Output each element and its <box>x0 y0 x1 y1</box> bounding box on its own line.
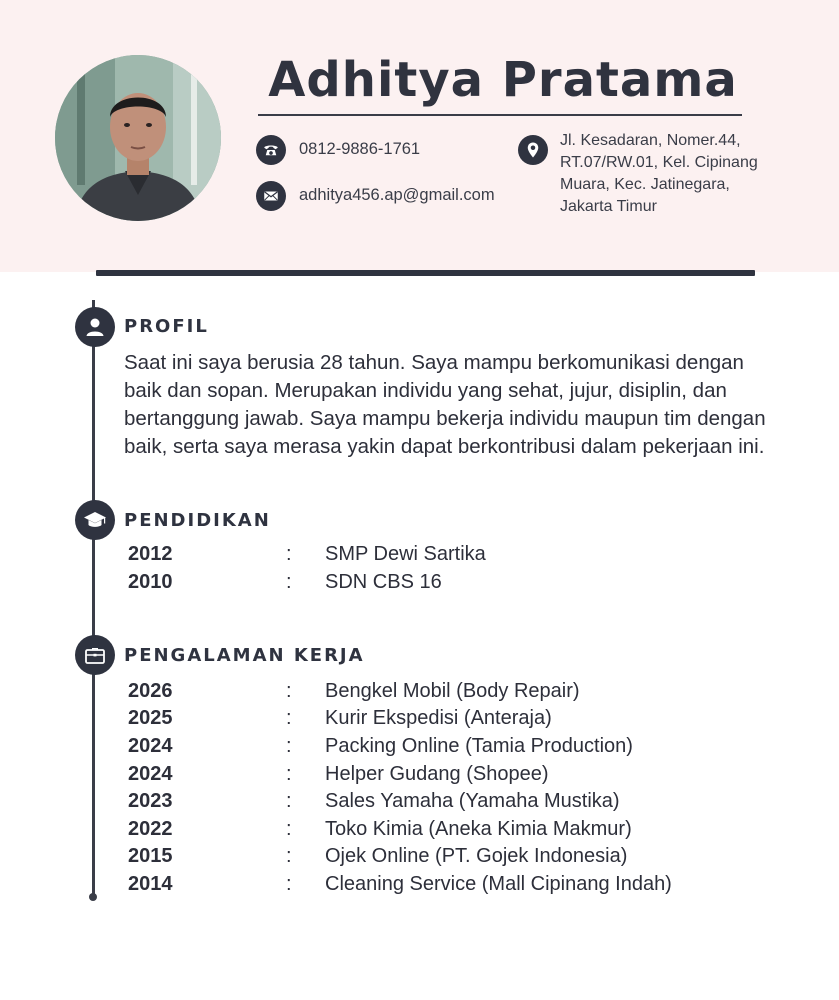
experience-year: 2022 <box>128 818 173 840</box>
profile-photo <box>55 55 221 221</box>
experience-year: 2023 <box>128 790 173 812</box>
email-address: adhitya456.ap@gmail.com <box>299 186 495 204</box>
experience-year: 2025 <box>128 707 173 729</box>
experience-job: Kurir Ekspedisi (Anteraja) <box>325 707 552 729</box>
experience-job: Bengkel Mobil (Body Repair) <box>325 680 580 702</box>
profile-photo-image <box>55 55 221 221</box>
education-year: 2012 <box>128 543 173 565</box>
experience-section-title: PENGALAMAN KERJA <box>124 645 365 666</box>
experience-job: Helper Gudang (Shopee) <box>325 763 549 785</box>
experience-job: Sales Yamaha (Yamaha Mustika) <box>325 790 620 812</box>
experience-separator: : <box>286 680 292 702</box>
profile-summary: Saat ini saya berusia 28 tahun. Saya mampu berkomunikasi dengan baik dan sopan. Merupakan individu yang sehat, jujur, disiplin, dan bertanggung jawab. Saya mampu bekerja individu maupun tim dengan baik, serta saya merasa yakin dapat berkontribusi dalam pekerjaan ini. <box>124 351 766 458</box>
education-separator: : <box>286 543 292 565</box>
briefcase-icon <box>75 635 115 675</box>
experience-separator: : <box>286 845 292 867</box>
education-section-title: PENDIDIKAN <box>124 510 271 531</box>
header-divider <box>96 270 755 276</box>
candidate-name: Adhitya Pratama <box>268 52 738 108</box>
education-separator: : <box>286 571 292 593</box>
experience-separator: : <box>286 873 292 895</box>
experience-job: Ojek Online (PT. Gojek Indonesia) <box>325 845 628 867</box>
envelope-icon <box>256 181 286 211</box>
timeline-line <box>92 300 95 896</box>
experience-year: 2024 <box>128 735 173 757</box>
experience-year: 2014 <box>128 873 173 895</box>
experience-separator: : <box>286 763 292 785</box>
location-pin-icon <box>518 135 548 165</box>
experience-year: 2024 <box>128 763 173 785</box>
experience-job: Cleaning Service (Mall Cipinang Indah) <box>325 873 672 895</box>
experience-separator: : <box>286 707 292 729</box>
phone-icon <box>256 135 286 165</box>
experience-job: Packing Online (Tamia Production) <box>325 735 633 757</box>
name-underline <box>258 114 742 116</box>
phone-number: 0812-9886-1761 <box>299 140 421 158</box>
profile-section-title: PROFIL <box>124 316 209 337</box>
experience-separator: : <box>286 790 292 812</box>
user-icon <box>75 307 115 347</box>
experience-job: Toko Kimia (Aneka Kimia Makmur) <box>325 818 632 840</box>
graduation-cap-icon <box>75 500 115 540</box>
education-year: 2010 <box>128 571 173 593</box>
experience-year: 2026 <box>128 680 173 702</box>
experience-year: 2015 <box>128 845 173 867</box>
experience-separator: : <box>286 735 292 757</box>
education-school: SDN CBS 16 <box>325 571 442 593</box>
home-address: Jl. Kesadaran, Nomer.44, RT.07/RW.01, Kel. Cipinang Muara, Kec. Jatinegara, Jakarta Timur <box>560 132 758 215</box>
education-school: SMP Dewi Sartika <box>325 543 486 565</box>
experience-separator: : <box>286 818 292 840</box>
timeline-end-dot <box>89 893 97 901</box>
